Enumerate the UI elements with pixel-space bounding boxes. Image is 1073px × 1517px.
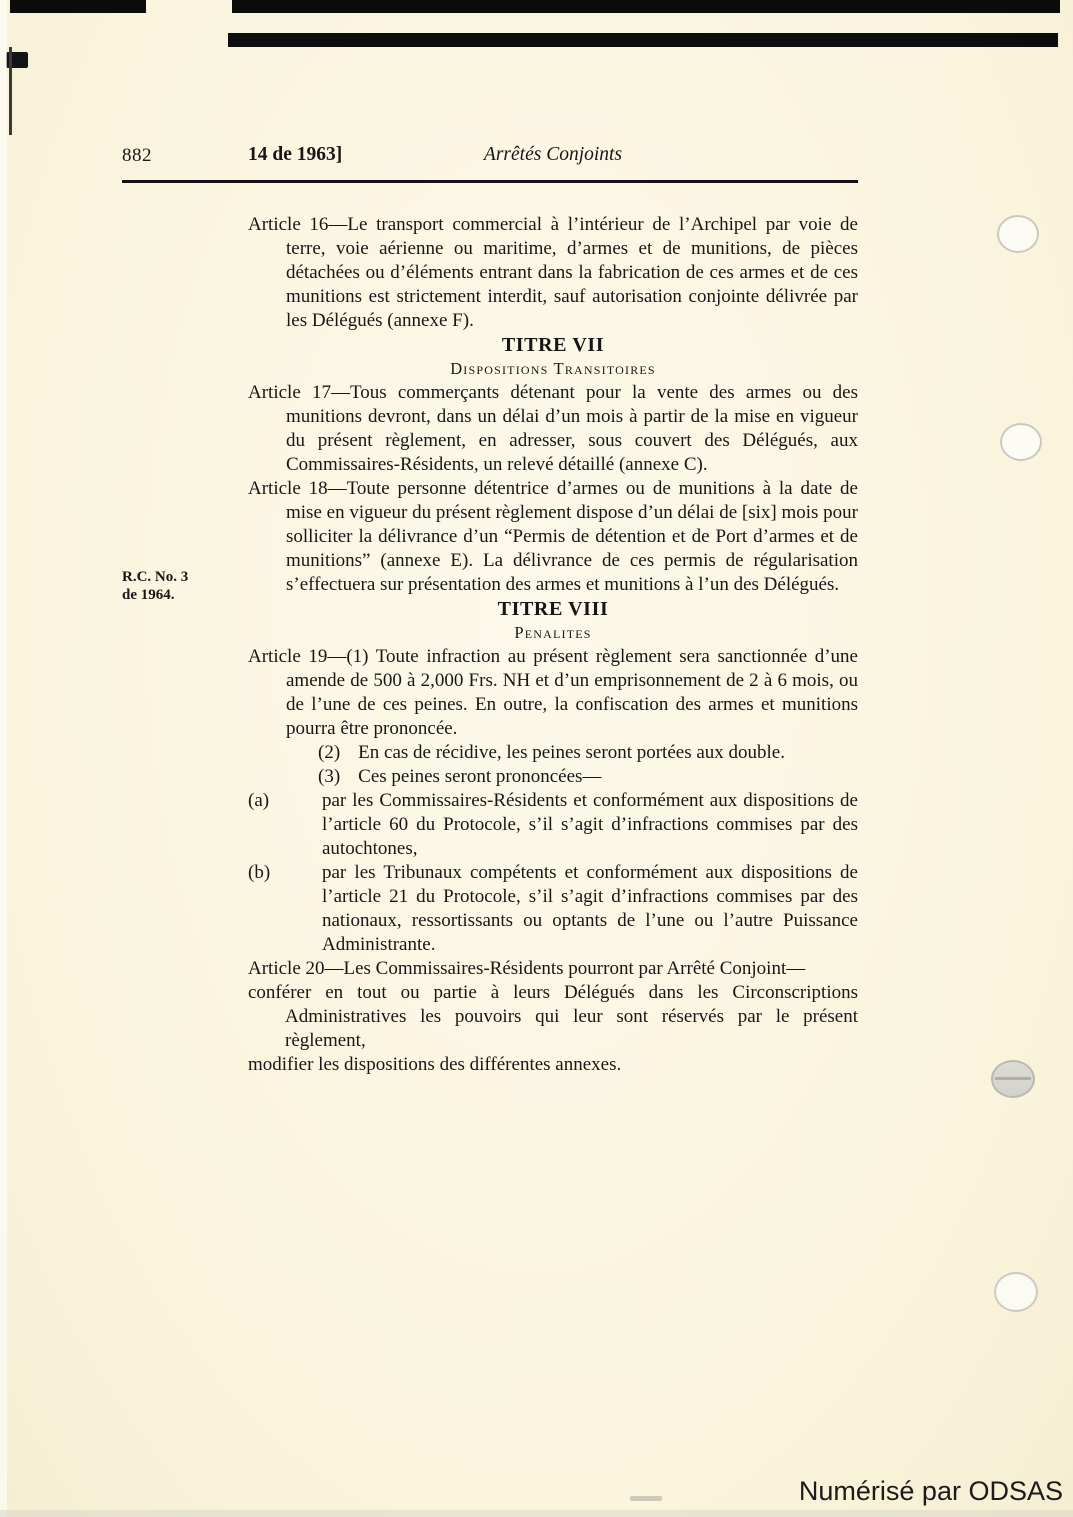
item-b-text: par les Tribunaux compétents et conformément aux dispositions de l’article 21 du Protocole, s’il s’agit d’infractions commises par des nationaux, ressortissants ou optants de l’une ou l’autre Puissance Administrante. [322,862,858,955]
clause-2-number: (2) [318,742,341,763]
item-b-label: (b) [248,862,271,883]
punch-hole [997,215,1039,253]
item-a-label: (a) [248,790,270,811]
digitization-watermark: Numérisé par ODSAS [798,1476,1063,1506]
clause-3-number: (3) [318,766,341,787]
article-20-intro: Article 20—Les Commissaires-Résidents pourront par Arrêté Conjoint— [248,958,806,979]
clause-2-text: En cas de récidive, les peines seront portées aux double. [358,742,785,763]
scan-smudge [630,1496,662,1501]
title-titre-vii: TITRE VII [501,334,605,356]
scan-artifact-top-bar-right [232,0,1060,13]
clause-3-text: Ces peines seront prononcées— [358,766,602,787]
article-19-item-b [248,861,858,957]
article-17: Article 17—Tous commerçants détenant pour la vente des armes ou des munitions devront, dans un délai d’un mois à partir de la mise en vigueur du présent règlement, en adresser, sous couvert des Délégués, aux Commissaires-Résidents, un relevé détaillé (annexe C). [248,382,858,475]
article-20-item-2: modifier les dispositions des différentes annexes. [248,1054,622,1075]
header-volume-label: 14 de 1963] [248,144,343,165]
scan-artifact-second-bar [228,33,1058,47]
document-body [248,213,858,1077]
subtitle-dispositions-transitoires: Dispositions Transitoires [450,359,656,378]
article-20-item-1: conférer en tout ou partie à leurs Délégués dans les Circonscriptions Administratives les pouvoirs qui leur sont réservés par le présent règlement, [248,982,858,1051]
article-19-clause-3 [248,765,858,789]
scan-bottom-edge [0,1510,1073,1517]
punch-hole [1000,423,1042,461]
item-a-text: par les Commissaires-Résidents et conformément aux dispositions de l’article 60 du Protocole, s’il s’agit d’infractions commises par des autochtones, [322,790,858,859]
subtitle-penalites: Penalites [514,623,592,642]
scan-artifact-top-bar-left [10,0,146,13]
title-titre-viii: TITRE VIII [497,598,609,620]
punch-hole [991,1060,1035,1098]
header-running-title: Arrêtés Conjoints [483,144,623,165]
article-19-item-a [248,789,858,861]
article-19-clause-1: Article 19—(1) Toute infraction au présent règlement sera sanctionnée d’une amende de 500 à 2,000 Frs. NH et d’un emprisonnement de 2 à 6 mois, ou de l’une de ces peines. En outre, la confiscation des armes et munitions pourra être prononcée. [248,646,858,739]
margin-note-line-2: de 1964. [122,587,175,603]
article-18: Article 18—Toute personne détentrice d’armes ou de munitions à la date de mise en vigueur du présent règlement dispose d’un délai de [six] mois pour solliciter la délivrance d’un “Permis de détention et de Port d’armes et de munitions” (annexe E). La délivrance de ces permis de régularisation s’effectuera sur présentation des armes et munitions à l’un des Délégués. [248,478,858,595]
margin-note-line-1: R.C. No. 3 [122,569,189,585]
margin-note [122,568,234,604]
punch-hole [994,1272,1038,1312]
header-rule [122,180,858,183]
scan-artifact-left-line [9,47,12,135]
article-16: Article 16—Le transport commercial à l’intérieur de l’Archipel par voie de terre, voie aérienne ou maritime, d’armes et de munitions, de pièces détachées ou d’éléments entrant dans la fabrication de ces armes et de ces munitions est strictement interdit, sauf autorisation conjointe délivrée par les Délégués (annexe F). [248,214,858,331]
article-19-clause-2 [248,741,858,765]
scan-left-edge [0,0,7,1517]
page-number: 882 [122,145,152,166]
